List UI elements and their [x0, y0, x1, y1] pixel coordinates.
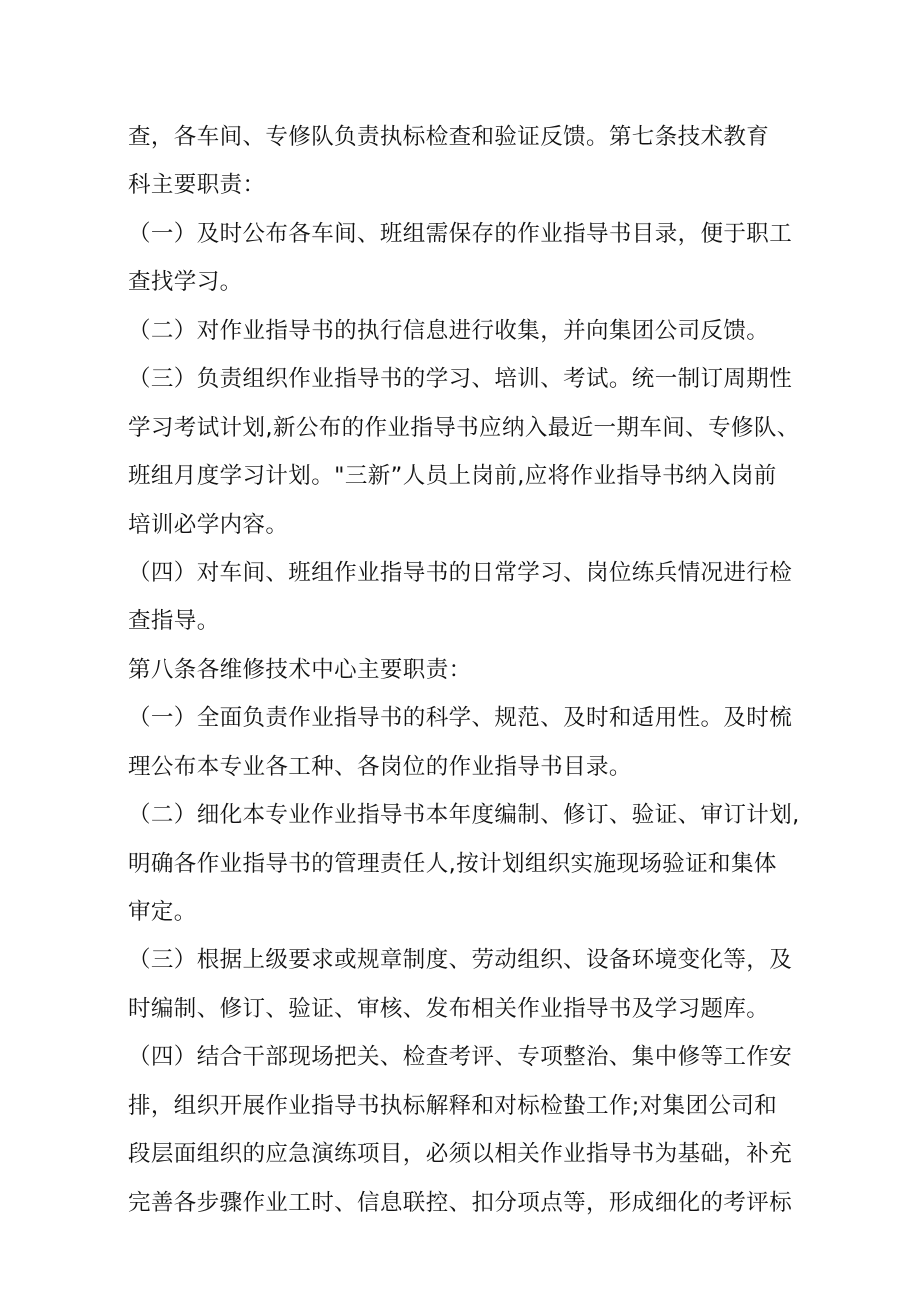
text-line: 理公布本专业各工种、各岗位的作业指导书目录。 — [128, 753, 632, 780]
text-line: 查指导。 — [128, 608, 220, 635]
text-line: 培训必学内容。 — [128, 511, 289, 538]
text-line: （四）结合干部现场把关、检查考评、专项整治、集中修等工作安 — [128, 1044, 793, 1071]
text-line: （二）细化本专业作业指导书本年度编制、修订、验证、审订计划, — [128, 802, 800, 829]
text-line: 查，各车间、专修队负责执标检查和验证反馈。第七条技术教育 — [128, 124, 770, 150]
text-line: （二）对作业指导书的执行信息进行收集，并向集团公司反馈。 — [128, 317, 770, 344]
text-line: （一）及时公布各车间、班组需保存的作业指导书目录，便于职工 — [128, 220, 793, 247]
section-heading: 第八条各维修技术中心主要职责： — [128, 656, 472, 683]
text-line: 班组月度学习计划。"三新”人员上岗前,应将作业指导书纳入岗前 — [128, 463, 777, 490]
text-line: （一）全面负责作业指导书的科学、规范、及时和适用性。及时梳 — [128, 705, 793, 732]
text-line: 明确各作业指导书的管理责任人,按计划组织实施现场验证和集体 — [128, 850, 777, 877]
text-line: （三）根据上级要求或规章制度、劳动组织、设备环境变化等，及 — [128, 947, 793, 974]
text-line: （三）负责组织作业指导书的学习、培训、考试。统一制订周期性 — [128, 366, 793, 393]
text-line: 排，组织开展作业指导书执标解释和对标检蛰工作;对集团公司和 — [128, 1092, 778, 1119]
text-line: 完善各步骤作业工时、信息联控、扣分项点等，形成细化的考评标 — [128, 1189, 793, 1216]
text-line: 科主要职责： — [128, 172, 266, 199]
text-line: 查找学习。 — [128, 269, 243, 296]
text-line: （四）对车间、班组作业指导书的日常学习、岗位练兵情况进行检 — [128, 559, 793, 586]
text-line: 时编制、修订、验证、审核、发布相关作业指导书及学习题库。 — [128, 995, 770, 1022]
text-line: 段层面组织的应急演练项目，必须以相关作业指导书为基础，补充 — [128, 1141, 793, 1168]
document-body — [128, 113, 808, 1227]
text-line: 学习考试计划,新公布的作业指导书应纳入最近一期车间、专修队、 — [128, 414, 800, 441]
text-line: 审定。 — [128, 899, 197, 925]
